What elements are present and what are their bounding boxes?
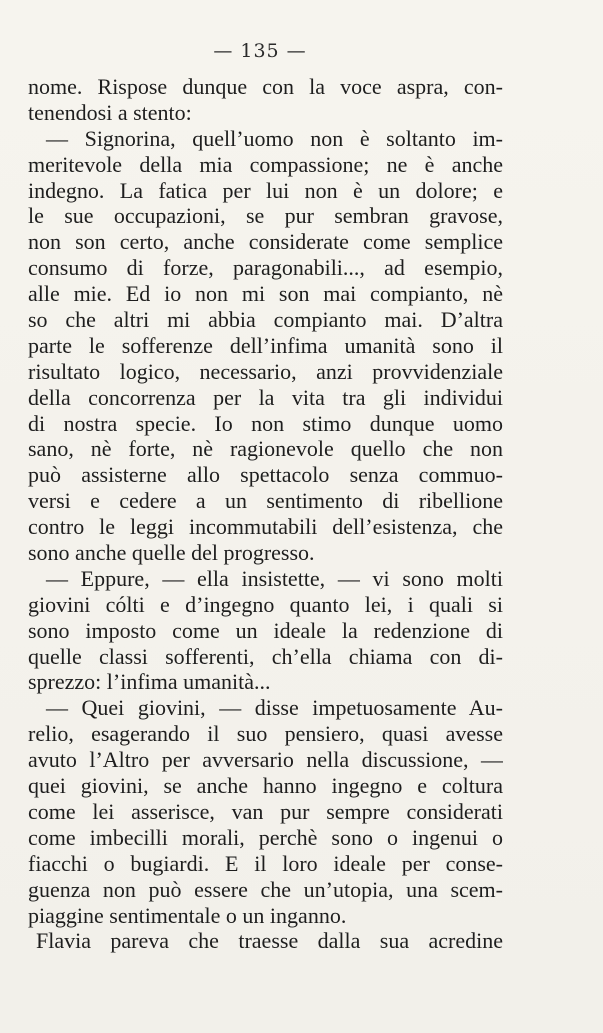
text-line: versi e cedere a un sentimento di ribellione	[28, 488, 503, 514]
text-line: indegno. La fatica per lui non è un dolore; e	[28, 177, 503, 203]
text-line: sano, nè forte, nè ragionevole quello che non	[28, 436, 503, 462]
text-line: — Quei giovini, — disse impetuosamente Au-	[46, 695, 503, 721]
text-line: come lei asserisce, van pur sempre considerati	[28, 798, 503, 824]
text-line: piaggine sentimentale o un inganno.	[28, 902, 347, 928]
page-text-body	[28, 74, 503, 954]
text-line: come imbecilli morali, perchè sono o ingenui o	[28, 824, 503, 850]
text-line: tenendosi a stento:	[28, 99, 192, 125]
text-line: fiacchi o bugiardi. E il loro ideale per conse-	[28, 850, 503, 876]
text-line: della concorrenza per la vita tra gli individui	[28, 384, 503, 410]
text-line: relio, esagerando il suo pensiero, quasi avesse	[28, 721, 503, 747]
text-line: Flavia pareva che traesse dalla sua acredine	[36, 928, 503, 954]
text-line: giovini cólti e d’ingegno quanto lei, i quali si	[28, 591, 503, 617]
text-line: quelle classi sofferenti, ch’ella chiama con di-	[28, 643, 503, 669]
text-line: avuto l’Altro per avversario nella discussione, —	[28, 747, 503, 773]
text-line: — Signorina, quell’uomo non è soltanto im-	[46, 125, 503, 151]
text-line: nome. Rispose dunque con la voce aspra, con-	[28, 74, 503, 99]
page-number: — 135 —	[213, 40, 307, 62]
text-line: le sue occupazioni, se pur sembran gravose,	[28, 203, 503, 229]
text-line: parte le sofferenze dell’infima umanità sono il	[28, 332, 503, 358]
text-line: non son certo, anche considerate come semplice	[28, 229, 503, 255]
text-line: di nostra specie. Io non stimo dunque uomo	[28, 410, 503, 436]
text-line: risultato logico, necessario, anzi provvidenziale	[28, 358, 503, 384]
text-line: — Eppure, — ella insistette, — vi sono molti	[46, 565, 503, 591]
text-line: meritevole della mia compassione; ne è anche	[28, 151, 503, 177]
text-line: quei giovini, se anche hanno ingegno e coltura	[28, 773, 503, 799]
text-line: guenza non può essere che un’utopia, una scem-	[28, 876, 503, 902]
text-line: contro le leggi incommutabili dell’esistenza, che	[28, 514, 503, 540]
text-line: so che altri mi abbia compianto mai. D’altra	[28, 307, 503, 333]
text-line: sono anche quelle del progresso.	[28, 540, 315, 566]
text-line: può assisterne allo spettacolo senza commuo-	[28, 462, 503, 488]
text-line: sono imposto come un ideale la redenzione di	[28, 617, 503, 643]
text-line: consumo di forze, paragonabili..., ad esempio,	[28, 255, 503, 281]
text-line: alle mie. Ed io non mi son mai compianto, nè	[28, 281, 503, 307]
text-line: sprezzo: l’infima umanità...	[28, 669, 271, 695]
